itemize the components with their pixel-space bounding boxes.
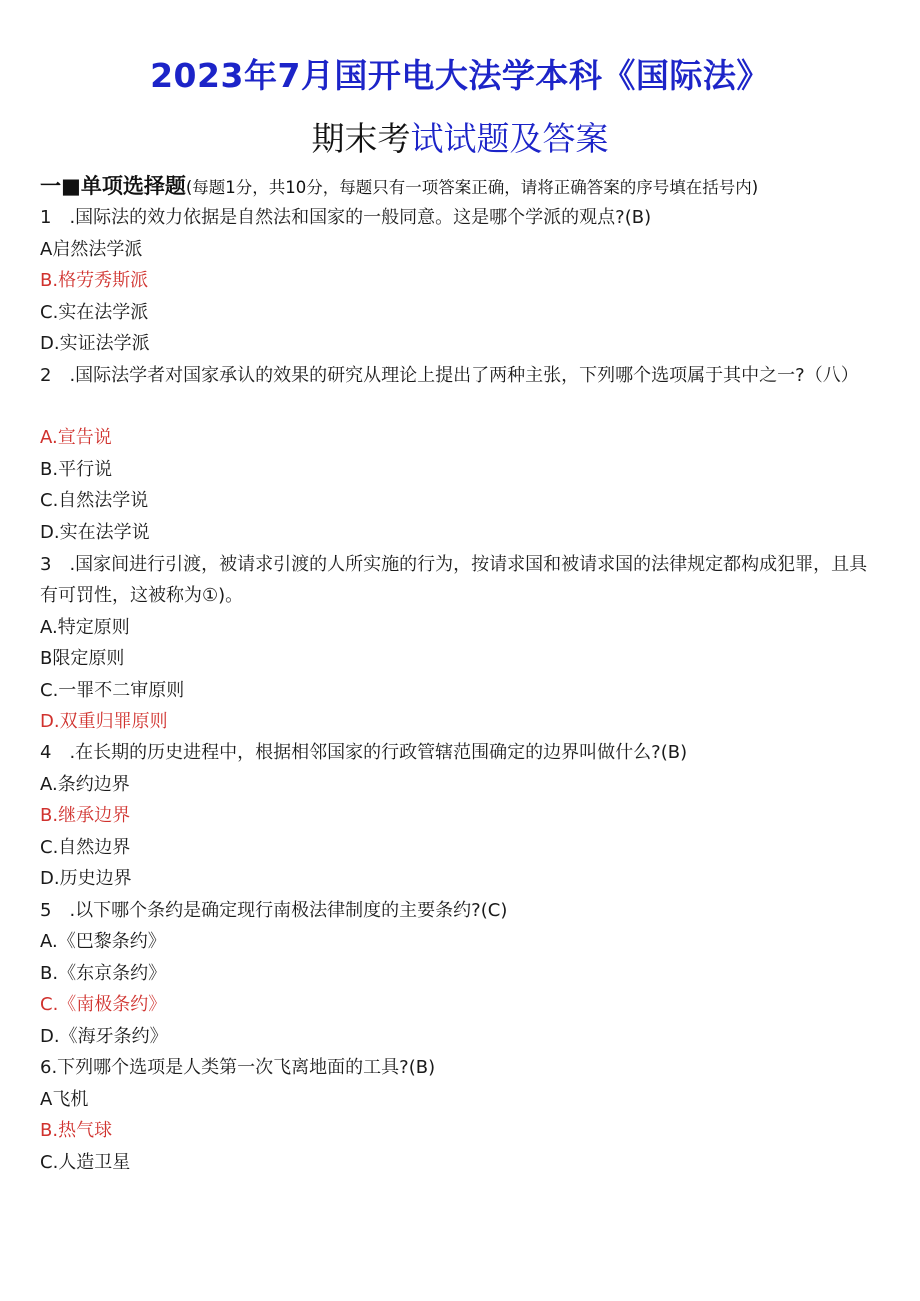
answer-option: A飞机 (40, 1089, 89, 1110)
answer-option-correct: C.《南极条约》 (40, 994, 167, 1015)
section-heading (40, 170, 758, 200)
answer-option-correct: B.热气球 (40, 1120, 113, 1141)
section-heading-note: (每题1分，共10分，每题只有一项答案正确，请将正确答案的序号填在括号内) (185, 178, 759, 197)
answer-option: D.历史边界 (40, 868, 132, 889)
answer-option: C.一罪不二审原则 (40, 680, 185, 701)
question-stem: 2 .国际法学者对国家承认的效果的研究从理论上提出了两种主张，下列哪个选项属于其中之一?（八） (40, 365, 859, 386)
answer-option: C.实在法学派 (40, 302, 149, 323)
answer-option: C.自然边界 (40, 837, 131, 858)
subtitle-part-black: 期末考 (311, 119, 411, 158)
subtitle-part-blue: 试试题及答案 (410, 119, 609, 158)
answer-option-correct: A.宣告说 (40, 427, 112, 448)
answer-option: C.人造卫星 (40, 1152, 131, 1173)
question-stem: 3 .国家间进行引渡，被请求引渡的人所实施的行为，按请求国和被请求国的法律规定都构成犯罪，且具有可罚性，这被称为①)。 (40, 554, 868, 606)
document-subtitle (0, 113, 920, 160)
answer-option-correct: B.继承边界 (40, 805, 131, 826)
answer-option-correct: B.格劳秀斯派 (40, 270, 149, 291)
answer-option: A.特定原则 (40, 617, 130, 638)
answer-option: C.自然法学说 (40, 490, 149, 511)
question-stem: 1 .国际法的效力依据是自然法和国家的一般同意。这是哪个学派的观点?(B) (40, 207, 652, 228)
answer-option: D.实在法学说 (40, 522, 150, 543)
answer-option: A.条约边界 (40, 774, 130, 795)
answer-option-correct: D.双重归罪原则 (40, 711, 168, 732)
answer-option: B限定原则 (40, 648, 125, 669)
section-heading-main: 一■单项选择题 (40, 174, 186, 198)
question-stem: 4 .在长期的历史进程中，根据相邻国家的行政管辖范围确定的边界叫做什么?(B) (40, 742, 688, 763)
answer-option: A.《巴黎条约》 (40, 931, 166, 952)
answer-option: B.《东京条约》 (40, 963, 167, 984)
question-stem: 6.下列哪个选项是人类第一次飞离地面的工具?(B) (40, 1057, 436, 1078)
answer-option: A启然法学派 (40, 239, 143, 260)
answer-option: D.实证法学派 (40, 333, 150, 354)
answer-option: B.平行说 (40, 459, 113, 480)
answer-option: D.《海牙条约》 (40, 1026, 168, 1047)
document-title: 2023年7月国开电大法学本科《国际法》 (150, 56, 770, 95)
question-stem: 5 .以下哪个条约是确定现行南极法律制度的主要条约?(C) (40, 900, 508, 921)
